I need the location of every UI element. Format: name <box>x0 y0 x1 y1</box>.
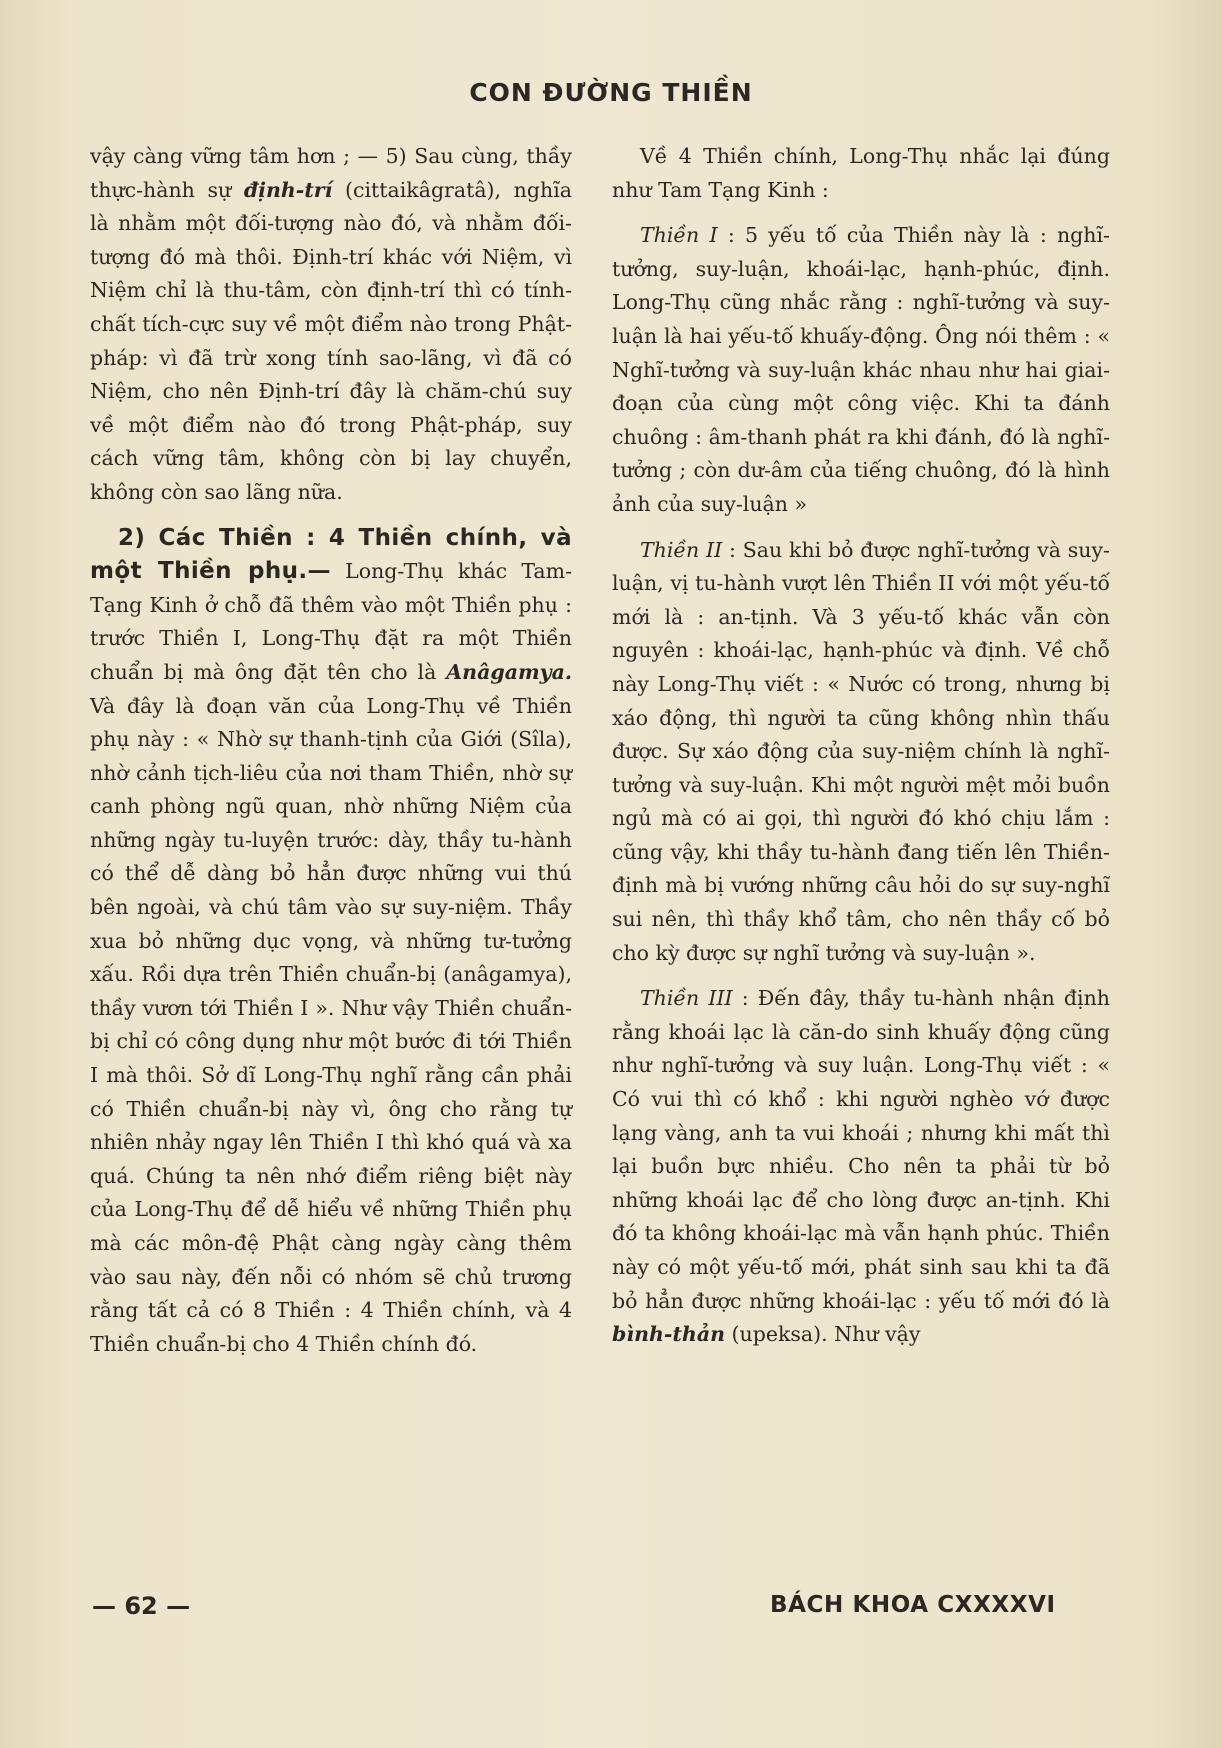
term-anagamya: Anâgamya. <box>446 659 572 684</box>
term-dinh-tri: định-trí <box>243 177 333 202</box>
right-column <box>612 140 1110 1352</box>
text-segment: (cittaikâgratâ), nghĩa là nhằm một đối-tượng nào đó, và nhằm đối-tượng đó mà thôi. Định-trí khác với Niệm, vì Niệm chỉ là thu-tâm, còn định-trí thì có tính-chất tích-cực suy về một điểm nào trong Phật-pháp: vì đã trừ xong tính sao-lãng, vì đã có Niệm, cho nên Định-trí đây là chăm-chú suy về một điểm nào đó trong Phật-pháp, suy cách vững tâm, không còn bị lay chuyển, không còn sao lãng nữa. <box>90 177 572 504</box>
left-paragraph-2 <box>90 522 572 1362</box>
text-segment: Long-Thụ khác Tam-Tạng Kinh ở chỗ đã thêm vào một Thiền phụ : trước Thiền I, Long-Thụ đặt ra một Thiền chuẩn bị mà ông đặt tên cho là <box>90 559 572 684</box>
label-thien-3: Thiền III <box>640 986 733 1011</box>
page-number: — 62 — <box>92 1592 191 1620</box>
text-segment: (upeksa). Như vậy <box>725 1322 921 1347</box>
label-thien-1: Thiền I <box>640 223 718 248</box>
journal-issue: BÁCH KHOA CXXXXVI <box>770 1592 1056 1618</box>
section-heading-cac-thien: 2) Các Thiền : 4 Thiền chính, và một Thiền phụ.— <box>90 524 572 585</box>
right-paragraph-thien-2 <box>612 534 1110 971</box>
right-paragraph-thien-3 <box>612 982 1110 1352</box>
text-segment: : Đến đây, thầy tu-hành nhận định rằng khoái lạc là căn-do sinh khuấy động cũng như nghĩ-tưởng và suy luận. Long-Thụ viết : « Có vui thì có khổ : khi người nghèo vớ được lạng vàng, anh ta vui khoái ; nhưng khi mất thì lại buồn bực nhiều. Cho nên ta phải từ bỏ những khoái lạc để cho lòng được an-tịnh. Khi đó ta không khoái-lạc mà vẫn hạnh phúc. Thiền này có một yếu-tố mới, phát sinh sau khi ta đã bỏ hẳn được những khoái-lạc : yếu tố mới đó là <box>612 986 1110 1313</box>
text-segment: Và đây là đoạn văn của Long-Thụ về Thiền phụ này : « Nhờ sự thanh-tịnh của Giới (Sîla), nhờ cảnh tịch-liêu của nơi tham Thiền, nhờ sự canh phòng ngũ quan, nhờ những Niệm của những ngày tu-luyện trước: dày, thầy tu-hành có thể dễ dàng bỏ hẳn được những vui thú bên ngoài, và chú tâm vào sự suy-niệm. Thầy xua bỏ những dục vọng, và những tư-tưởng xấu. Rồi dựa trên Thiền chuẩn-bị (anâgamya), thầy vươn tới Thiền I ». Như vậy Thiền chuẩn-bị chỉ có công dụng như một bước đi tới Thiền I mà thôi. Sở dĩ Long-Thụ nghĩ rằng cần phải có Thiền chuẩn-bị này vì, ông cho rằng tự nhiên nhảy ngay lên Thiền I thì khó quá và xa quá. Chúng ta nên nhớ điểm riêng biệt này của Long-Thụ để dễ hiểu về những Thiền phụ mà các môn-đệ Phật càng ngày càng thêm vào sau này, đến nỗi có nhóm sẽ chủ trương rằng tất cả có 8 Thiền : 4 Thiền chính, và 4 Thiền chuẩn-bị cho 4 Thiền chính đó. <box>90 693 572 1356</box>
page-header-title: CON ĐƯỜNG THIỀN <box>469 78 753 107</box>
right-paragraph-thien-1 <box>612 219 1110 521</box>
text-segment: : Sau khi bỏ được nghĩ-tưởng và suy-luận, vị tu-hành vượt lên Thiền II với một yếu-tố mới là : an-tịnh. Và 3 yếu-tố khác vẫn còn nguyên : khoái-lạc, hạnh-phúc và định. Về chỗ này Long-Thụ viết : « Nước có trong, nhưng bị xáo động, thì người ta cũng không nhìn thấu được. Sự xáo động của suy-niệm chính là nghĩ-tưởng và suy-luận. Khi một người mệt mỏi buồn ngủ mà có ai gọi, thì người đó khó chịu lắm : cũng vậy, khi thầy tu-hành đang tiến lên Thiền-định mà bị vướng những câu hỏi do sự suy-nghĩ sui nên, thì thầy khổ tâm, cho nên thầy cố bỏ cho kỳ được sự nghĩ tưởng và suy-luận ». <box>612 537 1110 965</box>
label-thien-2: Thiền II <box>640 537 723 562</box>
left-column <box>90 140 572 1361</box>
text-segment: vậy càng vững tâm hơn ; — 5) Sau cùng, thầy thực-hành sự <box>90 144 572 202</box>
text-segment: : 5 yếu tố của Thiền này là : nghĩ-tưởng, suy-luận, khoái-lạc, hạnh-phúc, định. Long-Thụ cũng nhắc rằng : nghĩ-tưởng và suy-luận là hai yếu-tố khuấy-động. Ông nói thêm : « Nghĩ-tưởng và suy-luận khác nhau như hai giai-đoạn của cùng một công việc. Khi ta đánh chuông : âm-thanh phát ra khi đánh, đó là nghĩ-tưởng ; còn dư-âm của tiếng chuông, đó là hình ảnh của suy-luận » <box>612 223 1110 516</box>
right-paragraph-intro: Về 4 Thiền chính, Long-Thụ nhắc lại đúng như Tam Tạng Kinh : <box>612 144 1110 202</box>
term-binh-than: bình-thản <box>612 1322 726 1347</box>
left-paragraph-1 <box>90 140 572 510</box>
